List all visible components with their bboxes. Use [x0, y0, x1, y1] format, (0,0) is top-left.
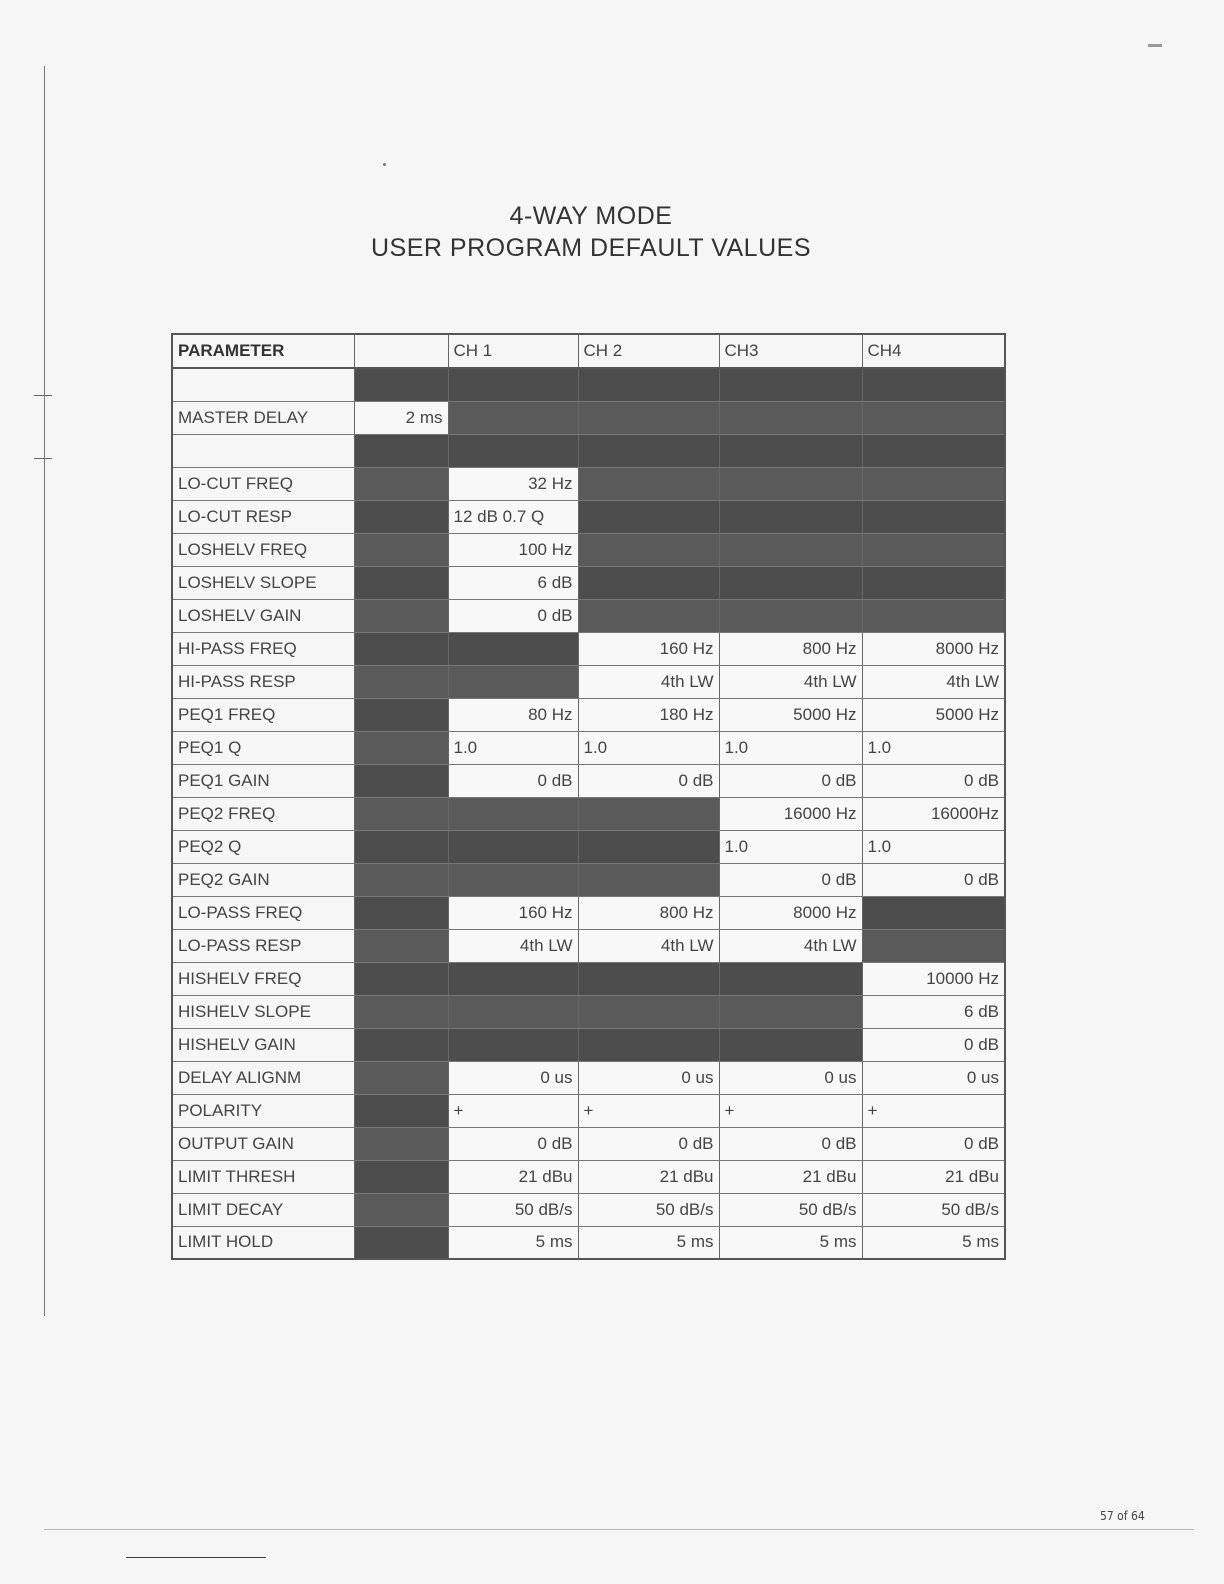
- row-label: OUTPUT GAIN: [172, 1127, 354, 1160]
- value-cell-ch2: 0 dB: [578, 764, 719, 797]
- row-label: LO-CUT FREQ: [172, 467, 354, 500]
- value-cell-ch3: 1.0: [719, 731, 862, 764]
- value-cell-ch3: 1.0: [719, 830, 862, 863]
- value-cell-ch2: 5 ms: [578, 1226, 719, 1259]
- page-subtitle: USER PROGRAM DEFAULT VALUES: [371, 234, 811, 262]
- shaded-cell-ch3: [719, 368, 862, 401]
- value-cell-ch4: 5 ms: [862, 1226, 1005, 1259]
- table-row: [172, 1061, 1005, 1094]
- header-ch2: CH 2: [578, 334, 719, 368]
- table-row: [172, 698, 1005, 731]
- shaded-cell-global: [354, 566, 448, 599]
- row-label: POLARITY: [172, 1094, 354, 1127]
- row-label: HISHELV FREQ: [172, 962, 354, 995]
- shaded-cell-ch2: [578, 830, 719, 863]
- shaded-cell-global: [354, 929, 448, 962]
- table-row: [172, 1160, 1005, 1193]
- value-cell-ch4: 0 dB: [862, 1028, 1005, 1061]
- table-row: [172, 632, 1005, 665]
- value-cell-ch2: 180 Hz: [578, 698, 719, 731]
- shaded-cell-ch2: [578, 467, 719, 500]
- default-values-table: [171, 333, 1006, 1260]
- shaded-cell-global: [354, 731, 448, 764]
- shaded-cell-global: [354, 500, 448, 533]
- shaded-cell-global: [354, 1028, 448, 1061]
- table-row: [172, 1226, 1005, 1259]
- row-label: LIMIT HOLD: [172, 1226, 354, 1259]
- value-cell-ch3: 0 dB: [719, 764, 862, 797]
- row-label: LO-PASS FREQ: [172, 896, 354, 929]
- shaded-cell-ch4: [862, 896, 1005, 929]
- shaded-cell-global: [354, 533, 448, 566]
- shaded-cell-ch3: [719, 962, 862, 995]
- table-row: [172, 566, 1005, 599]
- row-label: LO-PASS RESP: [172, 929, 354, 962]
- value-cell-ch1: 50 dB/s: [448, 1193, 578, 1226]
- row-label: LOSHELV GAIN: [172, 599, 354, 632]
- row-label: PEQ1 FREQ: [172, 698, 354, 731]
- row-label: LOSHELV FREQ: [172, 533, 354, 566]
- value-cell-ch3: 0 dB: [719, 1127, 862, 1160]
- value-cell-ch3: 50 dB/s: [719, 1193, 862, 1226]
- value-cell-ch4: 4th LW: [862, 665, 1005, 698]
- value-cell-ch3: 8000 Hz: [719, 896, 862, 929]
- table-row: [172, 401, 1005, 434]
- value-cell-ch3: 16000 Hz: [719, 797, 862, 830]
- table-row: [172, 1028, 1005, 1061]
- shaded-cell-global: [354, 1061, 448, 1094]
- value-cell-ch1: 80 Hz: [448, 698, 578, 731]
- value-cell-ch2: 1.0: [578, 731, 719, 764]
- value-cell-ch4: 6 dB: [862, 995, 1005, 1028]
- value-cell-ch4: 0 us: [862, 1061, 1005, 1094]
- value-cell-ch3: 800 Hz: [719, 632, 862, 665]
- row-label: PEQ1 GAIN: [172, 764, 354, 797]
- binding-tick-mark: [34, 458, 52, 459]
- value-cell-ch1: 21 dBu: [448, 1160, 578, 1193]
- shaded-cell-ch3: [719, 467, 862, 500]
- value-cell-ch1: 32 Hz: [448, 467, 578, 500]
- value-cell-ch4: 50 dB/s: [862, 1193, 1005, 1226]
- shaded-cell-global: [354, 896, 448, 929]
- value-cell-ch4: 0 dB: [862, 1127, 1005, 1160]
- shaded-cell-ch2: [578, 566, 719, 599]
- shaded-cell-global: [354, 1226, 448, 1259]
- page-number: 57 of 64: [1100, 1509, 1145, 1523]
- value-cell-ch3: 0 dB: [719, 863, 862, 896]
- shaded-cell-ch4: [862, 434, 1005, 467]
- value-cell-ch1: 0 dB: [448, 599, 578, 632]
- value-cell-ch1: 6 dB: [448, 566, 578, 599]
- shaded-cell-global: [354, 698, 448, 731]
- row-label: MASTER DELAY: [172, 401, 354, 434]
- value-cell-ch4: 0 dB: [862, 863, 1005, 896]
- shaded-cell-global: [354, 1094, 448, 1127]
- shaded-cell-ch2: [578, 962, 719, 995]
- shaded-cell-global: [354, 665, 448, 698]
- table-row: [172, 962, 1005, 995]
- shaded-cell-global: [354, 1160, 448, 1193]
- value-cell-ch1: 160 Hz: [448, 896, 578, 929]
- shaded-cell-ch1: [448, 797, 578, 830]
- table-row: [172, 1193, 1005, 1226]
- shaded-cell-global: [354, 599, 448, 632]
- value-cell-ch4: 16000Hz: [862, 797, 1005, 830]
- value-cell-ch4: 21 dBu: [862, 1160, 1005, 1193]
- shaded-cell-ch2: [578, 401, 719, 434]
- row-label: LO-CUT RESP: [172, 500, 354, 533]
- value-cell-ch2: 4th LW: [578, 929, 719, 962]
- page-title: 4-WAY MODE: [509, 202, 673, 230]
- row-label: PEQ2 GAIN: [172, 863, 354, 896]
- shaded-cell-global: [354, 962, 448, 995]
- value-cell-ch1: 12 dB 0.7 Q: [448, 500, 578, 533]
- shaded-cell-ch1: [448, 863, 578, 896]
- row-label: PEQ2 FREQ: [172, 797, 354, 830]
- shaded-cell-ch1: [448, 434, 578, 467]
- header-parameter: PARAMETER: [172, 334, 354, 368]
- row-label: LOSHELV SLOPE: [172, 566, 354, 599]
- shaded-cell-ch1: [448, 962, 578, 995]
- table-row: [172, 896, 1005, 929]
- table-row: [172, 368, 1005, 401]
- row-label: DELAY ALIGNM: [172, 1061, 354, 1094]
- row-label: PEQ2 Q: [172, 830, 354, 863]
- table-body: [172, 368, 1005, 1259]
- shaded-cell-global: [354, 632, 448, 665]
- shaded-cell-global: [354, 368, 448, 401]
- table-row: [172, 764, 1005, 797]
- shaded-cell-ch2: [578, 797, 719, 830]
- value-cell-ch1: 0 dB: [448, 1127, 578, 1160]
- shaded-cell-ch3: [719, 1028, 862, 1061]
- value-cell-ch2: 50 dB/s: [578, 1193, 719, 1226]
- shaded-cell-ch4: [862, 566, 1005, 599]
- value-cell-ch2: 4th LW: [578, 665, 719, 698]
- table-header-row: [172, 334, 1005, 368]
- shaded-cell-global: [354, 1193, 448, 1226]
- table-row: [172, 863, 1005, 896]
- table-row: [172, 599, 1005, 632]
- shaded-cell-ch1: [448, 401, 578, 434]
- value-cell-ch3: 4th LW: [719, 929, 862, 962]
- row-label: [172, 368, 354, 401]
- value-cell-ch3: 4th LW: [719, 665, 862, 698]
- shaded-cell-global: [354, 830, 448, 863]
- row-label: LIMIT DECAY: [172, 1193, 354, 1226]
- value-cell-ch4: 1.0: [862, 830, 1005, 863]
- row-label: HISHELV GAIN: [172, 1028, 354, 1061]
- value-cell-ch2: 0 us: [578, 1061, 719, 1094]
- row-label: HISHELV SLOPE: [172, 995, 354, 1028]
- shaded-cell-ch4: [862, 533, 1005, 566]
- shaded-cell-ch2: [578, 863, 719, 896]
- shaded-cell-global: [354, 863, 448, 896]
- shaded-cell-ch2: [578, 1028, 719, 1061]
- value-cell-ch2: 0 dB: [578, 1127, 719, 1160]
- shaded-cell-ch4: [862, 929, 1005, 962]
- shaded-cell-ch3: [719, 500, 862, 533]
- value-cell-ch2: 160 Hz: [578, 632, 719, 665]
- value-cell-ch4: +: [862, 1094, 1005, 1127]
- binding-tick-mark: [34, 395, 52, 396]
- shaded-cell-ch2: [578, 434, 719, 467]
- shaded-cell-ch1: [448, 368, 578, 401]
- table-row: [172, 830, 1005, 863]
- table-row: [172, 929, 1005, 962]
- value-cell-global: 2 ms: [354, 401, 448, 434]
- shaded-cell-ch3: [719, 599, 862, 632]
- shaded-cell-global: [354, 434, 448, 467]
- footer-rule: [44, 1529, 1194, 1530]
- table-row: [172, 731, 1005, 764]
- shaded-cell-ch2: [578, 500, 719, 533]
- shaded-cell-ch4: [862, 500, 1005, 533]
- row-label: PEQ1 Q: [172, 731, 354, 764]
- table-row: [172, 1094, 1005, 1127]
- value-cell-ch1: 5 ms: [448, 1226, 578, 1259]
- value-cell-ch1: 4th LW: [448, 929, 578, 962]
- shaded-cell-ch2: [578, 368, 719, 401]
- value-cell-ch3: 5 ms: [719, 1226, 862, 1259]
- value-cell-ch1: +: [448, 1094, 578, 1127]
- value-cell-ch1: 1.0: [448, 731, 578, 764]
- shaded-cell-ch1: [448, 995, 578, 1028]
- table-row: [172, 797, 1005, 830]
- value-cell-ch4: 8000 Hz: [862, 632, 1005, 665]
- header-ch4: CH4: [862, 334, 1005, 368]
- shaded-cell-ch2: [578, 533, 719, 566]
- shaded-cell-global: [354, 797, 448, 830]
- shaded-cell-ch3: [719, 434, 862, 467]
- table-row: [172, 434, 1005, 467]
- table-row: [172, 1127, 1005, 1160]
- shaded-cell-global: [354, 995, 448, 1028]
- row-label: HI-PASS RESP: [172, 665, 354, 698]
- shaded-cell-ch1: [448, 1028, 578, 1061]
- value-cell-ch2: +: [578, 1094, 719, 1127]
- value-cell-ch3: +: [719, 1094, 862, 1127]
- shaded-cell-ch3: [719, 533, 862, 566]
- shaded-cell-global: [354, 467, 448, 500]
- value-cell-ch2: 21 dBu: [578, 1160, 719, 1193]
- table-row: [172, 533, 1005, 566]
- footer-blue-line: [126, 1557, 266, 1558]
- table-row: [172, 665, 1005, 698]
- shaded-cell-ch2: [578, 599, 719, 632]
- shaded-cell-global: [354, 764, 448, 797]
- header-ch1: CH 1: [448, 334, 578, 368]
- shaded-cell-ch4: [862, 368, 1005, 401]
- table-row: [172, 995, 1005, 1028]
- value-cell-ch4: 1.0: [862, 731, 1005, 764]
- shaded-cell-global: [354, 1127, 448, 1160]
- shaded-cell-ch4: [862, 401, 1005, 434]
- scan-corner-mark: [1148, 44, 1162, 47]
- shaded-cell-ch1: [448, 830, 578, 863]
- value-cell-ch4: 0 dB: [862, 764, 1005, 797]
- row-label: HI-PASS FREQ: [172, 632, 354, 665]
- value-cell-ch2: 800 Hz: [578, 896, 719, 929]
- shaded-cell-ch1: [448, 665, 578, 698]
- shaded-cell-ch4: [862, 467, 1005, 500]
- value-cell-ch1: 100 Hz: [448, 533, 578, 566]
- row-label: LIMIT THRESH: [172, 1160, 354, 1193]
- value-cell-ch1: 0 dB: [448, 764, 578, 797]
- shaded-cell-ch3: [719, 995, 862, 1028]
- value-cell-ch4: 5000 Hz: [862, 698, 1005, 731]
- header-ch3: CH3: [719, 334, 862, 368]
- table-row: [172, 500, 1005, 533]
- table-row: [172, 467, 1005, 500]
- shaded-cell-ch1: [448, 632, 578, 665]
- row-label: [172, 434, 354, 467]
- value-cell-ch3: 21 dBu: [719, 1160, 862, 1193]
- shaded-cell-ch2: [578, 995, 719, 1028]
- value-cell-ch3: 5000 Hz: [719, 698, 862, 731]
- value-cell-ch3: 0 us: [719, 1061, 862, 1094]
- shaded-cell-ch3: [719, 566, 862, 599]
- header-global: [354, 334, 448, 368]
- value-cell-ch4: 10000 Hz: [862, 962, 1005, 995]
- shaded-cell-ch3: [719, 401, 862, 434]
- value-cell-ch1: 0 us: [448, 1061, 578, 1094]
- shaded-cell-ch4: [862, 599, 1005, 632]
- scan-dot-mark: [383, 163, 386, 166]
